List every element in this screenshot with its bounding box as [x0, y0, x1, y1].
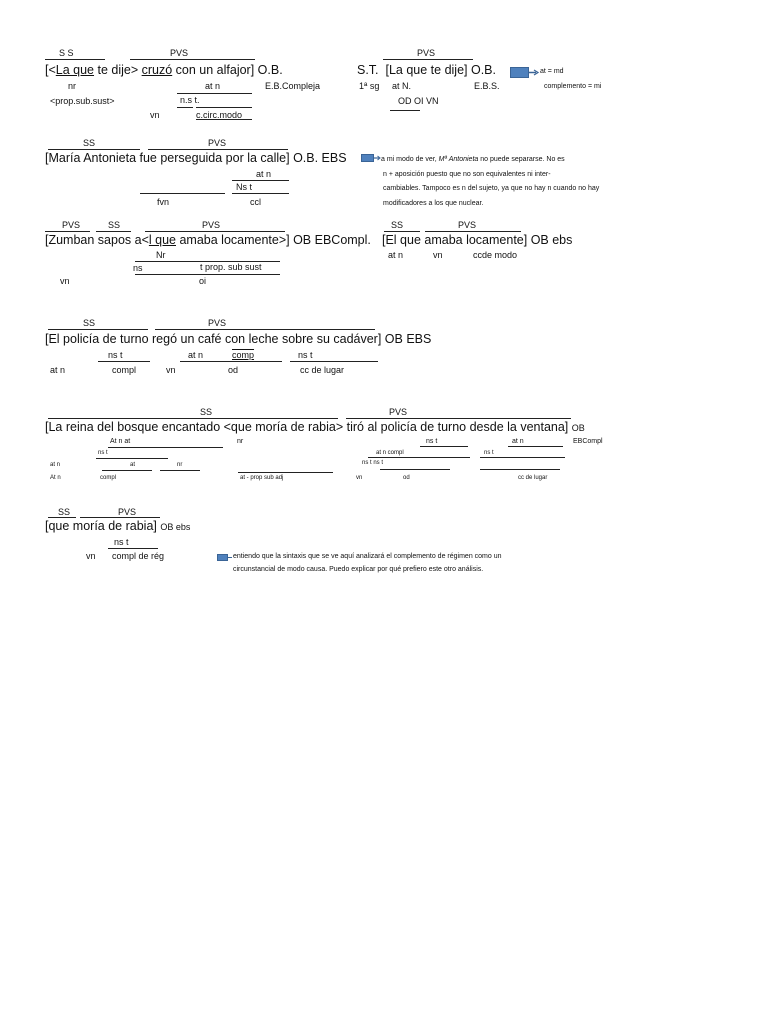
label-ns-t: n.s t.: [180, 95, 200, 105]
label-pvs: PVS: [389, 407, 408, 417]
label-compl: compl: [100, 475, 117, 481]
label-at-n: At n: [50, 475, 61, 481]
note-line: cambiables. Tampoco es n del sujeto, ya que no hay n cuando no hay: [383, 185, 600, 192]
label-ss: SS: [108, 220, 121, 230]
label-atprop: at - prop sub adj: [240, 475, 284, 481]
rule: [155, 329, 375, 330]
label-ns-t: ns t: [298, 350, 313, 360]
label-at: at: [130, 462, 136, 468]
label-ns-t: ns t: [108, 350, 123, 360]
rule: [232, 193, 289, 194]
rule: [96, 231, 131, 232]
label-od-oi-vn: OD OI VN: [398, 96, 439, 106]
rule: [48, 149, 140, 150]
label-compl: compl: [112, 365, 137, 375]
label-ns-t: ns t: [426, 438, 438, 445]
label-ns-t: Ns t: [236, 182, 253, 192]
rule: [238, 472, 333, 473]
label-ss: SS: [200, 407, 213, 417]
label-vn: vn: [356, 475, 363, 481]
label-ns-t: ns t: [114, 537, 129, 547]
label-ns-row: ns t ns t: [362, 460, 384, 466]
sentence-5: [La reina del bosque encantado <que moría de rabia> tiró al policía de turno desde la ventana] OB: [45, 420, 585, 434]
rule: [148, 149, 288, 150]
label-pvs: PVS: [208, 138, 227, 148]
note-line: entiendo que la sintaxis que se ve aquí analizará el complemento de régimen como un: [233, 553, 502, 560]
label-pvs: PVS: [170, 48, 189, 58]
note-md: at = md: [540, 68, 564, 75]
label-at-n: at n: [205, 81, 221, 91]
label-at-n: at n: [50, 365, 66, 375]
arrow-icon: [510, 67, 540, 78]
label-pvs: PVS: [202, 220, 221, 230]
arrow-icon: [361, 154, 381, 162]
rule: [98, 361, 150, 362]
rule: [96, 458, 168, 459]
label-sg: 1ª sg: [359, 81, 380, 91]
label-pvs: PVS: [118, 507, 137, 517]
label-comp: comp: [232, 350, 255, 360]
label-cc: cc de lugar: [300, 365, 345, 375]
rule: [102, 470, 152, 471]
sentence-3: [Zumban sapos a<l que amaba locamente>] OB EBCompl.: [45, 233, 371, 247]
label-vn: vn: [60, 276, 70, 286]
label-od: od: [228, 365, 239, 375]
rule: [290, 361, 378, 362]
rule: [135, 274, 280, 275]
sentence-4: [El policía de turno regó un café con leche sobre su cadáver] OB EBS: [45, 332, 432, 346]
label-tprop: t prop. sub sust: [200, 262, 262, 272]
label-nr: nr: [177, 462, 183, 468]
rule: [80, 517, 160, 518]
label-pvs: PVS: [208, 318, 227, 328]
label-nr: nr: [68, 81, 77, 91]
rule: [48, 418, 338, 419]
sentence-6: [que moría de rabia] OB ebs: [45, 519, 191, 533]
label-ebs: E.B.S.: [474, 81, 500, 91]
label-at-n-compl: at n compl: [376, 450, 404, 456]
label-ns: ns: [133, 263, 143, 273]
note-line: circunstancial de modo causa. Puedo explicar por qué prefiero este otro análisis.: [233, 566, 484, 573]
rule: [425, 231, 521, 232]
label-ns-t: ns t: [484, 450, 494, 456]
label-ebcompleja: E.B.Compleja: [265, 81, 321, 91]
rule: [140, 193, 225, 194]
rule: [480, 469, 560, 470]
rule: [508, 446, 563, 447]
rule: [45, 59, 105, 60]
label-pvs: PVS: [458, 220, 477, 230]
label-at-n: at n: [512, 438, 524, 445]
la-que: La que: [55, 63, 95, 77]
label-at-n: at n: [388, 250, 404, 260]
label-pvs: PVS: [62, 220, 81, 230]
rule: [196, 107, 252, 108]
label-oi: oi: [199, 276, 207, 286]
note-line: n + aposición puesto que no son equivalentes ni inter-: [383, 171, 551, 178]
label-at-n: at n: [256, 169, 272, 179]
label-prop: <prop.sub.sust>: [50, 96, 115, 106]
rule: [108, 548, 158, 549]
label-cc: cc de lugar: [518, 475, 548, 481]
rule: [180, 361, 282, 362]
label-nr: Nr: [156, 250, 166, 260]
rule: [384, 231, 420, 232]
rule: [420, 446, 468, 447]
note-complemento: complemento = mi: [544, 83, 602, 90]
sentence-2: [María Antonieta fue perseguida por la calle] O.B. EBS: [45, 151, 347, 165]
label-ss: SS: [391, 220, 404, 230]
label-vn: vn: [86, 551, 96, 561]
rule: [346, 418, 571, 419]
rule: [177, 93, 252, 94]
sentence-1b: S.T. [La que te dije] O.B.: [357, 63, 496, 77]
note-line: modificadores a los que nuclear.: [383, 200, 484, 207]
label-fvn: fvn: [157, 197, 170, 207]
label-ccl: ccl: [250, 197, 261, 207]
label-pvs: PVS: [417, 48, 436, 58]
label-at-n-at: At n at: [110, 438, 131, 445]
rule: [160, 470, 200, 471]
label-nr: nr: [237, 438, 244, 445]
label-ss: SS: [83, 318, 96, 328]
rule: [196, 119, 252, 120]
note-aposicion: a mi modo de ver, Mª Antonieta no puede separarse. No es: [381, 156, 565, 163]
sentence-3b: [El que amaba locamente] OB ebs: [382, 233, 573, 247]
rule: [480, 457, 565, 458]
rule: [177, 107, 193, 108]
rule: [383, 59, 473, 60]
label-ebcompl: EBCompl: [573, 438, 603, 445]
label-od: od: [403, 475, 410, 481]
label-ccirc: c.circ.modo: [196, 110, 243, 120]
rule: [48, 329, 148, 330]
rule: [48, 517, 76, 518]
label-at-n: at N.: [392, 81, 412, 91]
label-at-n: at n: [50, 462, 61, 468]
rule: [108, 447, 223, 448]
rule: [390, 110, 420, 111]
label-ns-t: ns t: [98, 450, 108, 456]
cruzo: cruzó: [141, 63, 173, 77]
rule: [145, 231, 285, 232]
arrow-icon: [217, 554, 233, 561]
label-ccde: ccde modo: [473, 250, 518, 260]
label-vn: vn: [433, 250, 443, 260]
label-ss: SS: [58, 507, 71, 517]
rule: [130, 59, 255, 60]
rule: [380, 469, 450, 470]
rule: [232, 180, 289, 181]
label-vn: vn: [166, 365, 176, 375]
label-ss: S S: [59, 48, 74, 58]
rule: [368, 457, 470, 458]
sentence-1: [<La que te dije> cruzó con un alfajor] O.B.: [45, 63, 283, 77]
label-compl: compl de rég: [112, 551, 165, 561]
rule: [45, 231, 90, 232]
label-ss: SS: [83, 138, 96, 148]
label-at-n: at n: [188, 350, 204, 360]
label-vn: vn: [150, 110, 160, 120]
